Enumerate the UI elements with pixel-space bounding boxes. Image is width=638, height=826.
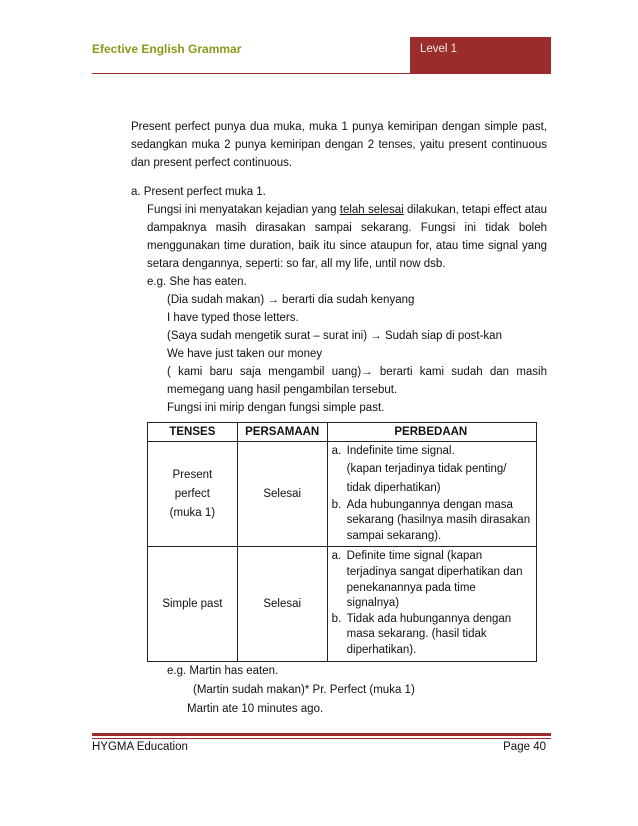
header-divider <box>92 73 551 74</box>
table-row <box>148 442 537 547</box>
arrow-right-icon: → <box>370 330 382 342</box>
list-item: b. Tidak ada hubungannya dengan <box>331 612 512 625</box>
intro-line-1: Present perfect punya dua muka, muka 1 punya kemiripan dengan simple past, <box>131 121 547 133</box>
perbedaan-cell <box>327 547 536 661</box>
header-perbedaan: PERBEDAAN <box>327 423 536 442</box>
list-item: sampai sekarang). <box>346 529 442 542</box>
tense-cell: Simple past <box>148 547 238 661</box>
underlined-phrase: telah selesai <box>339 204 404 216</box>
list-item: penekanannya pada time <box>346 581 476 594</box>
section-a-para-line-1: Fungsi ini menyatakan kejadian yang telah selesai dilakukan, tetapi effect atau <box>147 204 547 216</box>
table-header-row <box>148 423 537 442</box>
list-item: a. Indefinite time signal. <box>331 445 455 457</box>
footer-publisher: HYGMA Education <box>92 741 188 753</box>
table-row <box>148 547 537 661</box>
section-a-para-line-2: dampaknya masih dirasakan sampai sekarang. Fungsi ini tidak boleh <box>147 222 547 234</box>
intro-line-2: sedangkan muka 2 punya kemiripan dengan 2 tenses, yaitu present continuous <box>131 139 547 151</box>
page-number: Page 40 <box>503 741 546 753</box>
list-item: signalnya) <box>346 597 400 610</box>
header-title: Efective English Grammar <box>92 42 242 56</box>
level-label: Level 1 <box>420 43 458 55</box>
header-tenses: TENSES <box>148 423 238 442</box>
list-item: (kapan terjadinya tidak penting/ <box>346 462 507 475</box>
list-item: sekarang (hasilnya masih dirasakan <box>346 514 531 527</box>
arrow-right-icon: → <box>267 294 279 306</box>
example-line-7: Fungsi ini mirip dengan fungsi simple past. <box>167 402 385 414</box>
example-martin-2: (Martin sudah makan)* Pr. Perfect (muka 1) <box>193 684 415 696</box>
example-line-4: We have just taken our money <box>167 348 323 360</box>
list-item: tidak diperhatikan) <box>346 481 441 494</box>
persamaan-cell: Selesai <box>237 547 327 661</box>
tense-cell: Present perfect (muka 1) <box>148 442 238 547</box>
example-martin-1: e.g. Martin has eaten. <box>167 665 279 677</box>
level-badge <box>410 37 551 74</box>
example-line-5: ( kami baru saja mengambil uang)→ berarti kami sudah dan masih <box>167 366 547 378</box>
section-a-para-line-4: setara dengannya, seperti: so far, all my life, until now dsb. <box>147 258 446 270</box>
list-item: masa sekarang. (hasil tidak <box>346 628 487 641</box>
example-label: e.g. She has eaten. <box>147 276 247 288</box>
comparison-table <box>147 422 537 662</box>
intro-line-3: dan present perfect continuous. <box>131 157 293 169</box>
example-line-3: (Saya sudah mengetik surat – surat ini) → Sudah siap di post-kan <box>167 330 502 342</box>
arrow-right-icon: → <box>361 366 373 378</box>
list-item: terjadinya sangat diperhatikan dan <box>346 565 523 578</box>
example-line-2: I have typed those letters. <box>167 312 299 324</box>
perbedaan-cell <box>327 442 536 547</box>
example-line-1: (Dia sudah makan) → berarti dia sudah kenyang <box>167 294 415 306</box>
section-a-para-line-3: menggunakan time duration, baik itu since ataupun for, atau time signal yang <box>147 240 547 252</box>
example-line-6: memegang uang hasil pengambilan tersebut. <box>167 384 398 396</box>
section-a-heading: a. Present perfect muka 1. <box>131 186 266 198</box>
header-persamaan: PERSAMAAN <box>237 423 327 442</box>
example-martin-3: Martin ate 10 minutes ago. <box>187 703 324 715</box>
list-item: diperhatikan). <box>346 643 417 656</box>
list-item: a. Definite time signal (kapan <box>331 550 483 563</box>
persamaan-cell: Selesai <box>237 442 327 547</box>
footer-divider-thin <box>92 738 551 739</box>
footer-divider-thick <box>92 733 551 736</box>
list-item: b. Ada hubungannya dengan masa <box>331 498 513 511</box>
